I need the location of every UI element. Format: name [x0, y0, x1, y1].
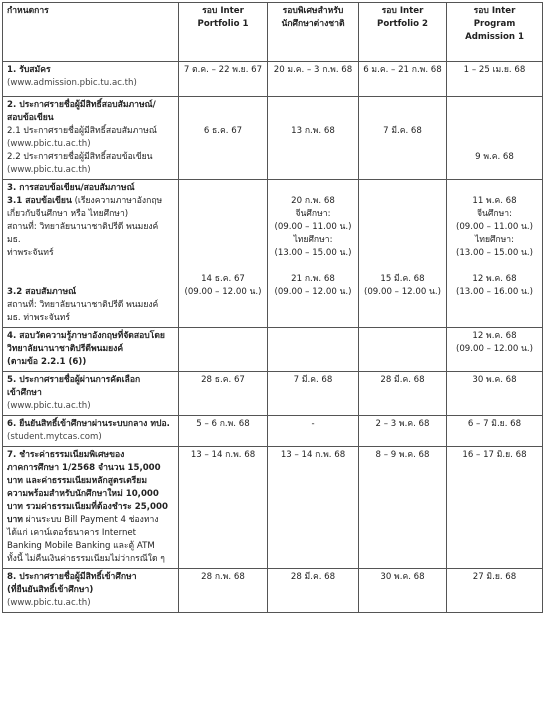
- row-label: 2. ประกาศรายชื่อผู้มีสิทธิ์สอบสัมภาษณ์/ สอบข้อเขียน 2.1 ประกาศรายชื่อผู้มีสิทธิ์สอบสัมภาษณ์ (www.pbic.tu.ac.th) 2.2 ประกาศรายชื่อผู้มีสิทธิ์สอบข้อเขียน (www.pbic.tu.ac.th): [3, 97, 179, 180]
- table-cell: 28 มี.ค. 68: [268, 569, 359, 613]
- table-row: [3, 447, 543, 569]
- header-foreign-students: รอบพิเศษสำหรับ นักศึกษาต่างชาติ: [268, 3, 359, 62]
- table-cell: 28 ธ.ค. 67: [179, 372, 268, 416]
- table-cell: 16 – 17 มิ.ย. 68: [447, 447, 543, 569]
- admission-schedule-table: [2, 2, 543, 613]
- table-cell: 20 ก.พ. 68 จีนศึกษา: (09.00 – 11.00 น.) ไทยศึกษา: (13.00 – 15.00 น.) 21 ก.พ. 68 (09.00 – 12.00 น.): [268, 180, 359, 328]
- row-label: 8. ประกาศรายชื่อผู้มีสิทธิ์เข้าศึกษา (ที่ยืนยันสิทธิ์เข้าศึกษา) (www.pbic.tu.ac.th): [3, 569, 179, 613]
- table-cell: 9 พ.ค. 68: [447, 97, 543, 180]
- header-inter-portfolio-1: รอบ Inter Portfolio 1: [179, 3, 268, 62]
- table-row: [3, 372, 543, 416]
- table-cell: -: [268, 416, 359, 447]
- header-inter-program-admission-1: รอบ Inter Program Admission 1: [447, 3, 543, 62]
- table-cell: 1 – 25 เม.ย. 68: [447, 62, 543, 97]
- table-row: [3, 97, 543, 180]
- row-label: 1. รับสมัคร (www.admission.pbic.tu.ac.th): [3, 62, 179, 97]
- header-schedule: กำหนดการ: [3, 3, 179, 62]
- table-row: [3, 328, 543, 372]
- table-cell: 2 – 3 พ.ค. 68: [359, 416, 447, 447]
- table-cell: 13 – 14 ก.พ. 68: [268, 447, 359, 569]
- header-row: [3, 3, 543, 62]
- table-cell: 28 ก.พ. 68: [179, 569, 268, 613]
- table-cell: 15 มี.ค. 68 (09.00 – 12.00 น.): [359, 180, 447, 328]
- table-cell: 14 ธ.ค. 67 (09.00 – 12.00 น.): [179, 180, 268, 328]
- table-row: [3, 180, 543, 328]
- table-cell: 13 ก.พ. 68: [268, 97, 359, 180]
- table-cell: 11 พ.ค. 68 จีนศึกษา: (09.00 – 11.00 น.) ไทยศึกษา: (13.00 – 15.00 น.) 12 พ.ค. 68 (13.00 – 16.00 น.): [447, 180, 543, 328]
- table-cell: 6 ม.ค. – 21 ก.พ. 68: [359, 62, 447, 97]
- table-cell: 12 พ.ค. 68 (09.00 – 12.00 น.): [447, 328, 543, 372]
- table-cell: 6 – 7 มิ.ย. 68: [447, 416, 543, 447]
- table-cell: 30 พ.ค. 68: [359, 569, 447, 613]
- row-label: 6. ยืนยันสิทธิ์เข้าศึกษาผ่านระบบกลาง ทปอ. (student.mytcas.com): [3, 416, 179, 447]
- link-url: (www.admission.pbic.tu.ac.th): [7, 78, 137, 88]
- table-cell: 28 มี.ค. 68: [359, 372, 447, 416]
- table-cell: 20 ม.ค. – 3 ก.พ. 68: [268, 62, 359, 97]
- table-cell: 13 – 14 ก.พ. 68: [179, 447, 268, 569]
- table-row: [3, 416, 543, 447]
- table-cell: 7 มี.ค. 68: [268, 372, 359, 416]
- row-label: 3. การสอบข้อเขียน/สอบสัมภาษณ์ 3.1 สอบข้อเขียน (เรียงความภาษาอังกฤษ เกี่ยวกับจีนศึกษา หรือ ไทยศึกษา) สถานที่: วิทยาลัยนานาชาติปรีดี พนมยงค์ มธ. ท่าพระจันทร์ 3.2 สอบสัมภาษณ์ สถานที่: วิทยาลัยนานาชาติปรีดี พนมยงค์ มธ. ท่าพระจันทร์: [3, 180, 179, 328]
- table-cell: 27 มิ.ย. 68: [447, 569, 543, 613]
- table-row: [3, 569, 543, 613]
- table-cell: 7 ต.ค. – 22 พ.ย. 67: [179, 62, 268, 97]
- table-row: [3, 62, 543, 97]
- table-cell: 5 – 6 ก.พ. 68: [179, 416, 268, 447]
- table-cell: 30 พ.ค. 68: [447, 372, 543, 416]
- header-inter-portfolio-2: รอบ Inter Portfolio 2: [359, 3, 447, 62]
- table-cell: 7 มี.ค. 68: [359, 97, 447, 180]
- row-label: 5. ประกาศรายชื่อผู้ผ่านการคัดเลือก เข้าศึกษา (www.pbic.tu.ac.th): [3, 372, 179, 416]
- table-cell: 6 ธ.ค. 67: [179, 97, 268, 180]
- table-cell: [359, 328, 447, 372]
- table-cell: [268, 328, 359, 372]
- row-label: 7. ชำระค่าธรรมเนียมพิเศษของ ภาคการศึกษา 1/2568 จำนวน 15,000 บาท และค่าธรรมเนียมหลักสูตรเตรียม ความพร้อมสำหรับนักศึกษาใหม่ 10,000 บาท รวมค่าธรรมเนียมที่ต้องชำระ 25,000 บาท ผ่านระบบ Bill Payment 4 ช่องทาง ได้แก่ เคาน์เตอร์ธนาคาร Internet Banking Mobile Banking และตู้ ATM ทั้งนี้ ไม่คืนเงินค่าธรรมเนียมไม่ว่ากรณีใด ๆ: [3, 447, 179, 569]
- table-cell: 8 – 9 พ.ค. 68: [359, 447, 447, 569]
- table-cell: [179, 328, 268, 372]
- row-label: 4. สอบวัดความรู้ภาษาอังกฤษที่จัดสอบโดย วิทยาลัยนานาชาติปรีดีพนมยงค์ (ตามข้อ 2.2.1 (6)): [3, 328, 179, 372]
